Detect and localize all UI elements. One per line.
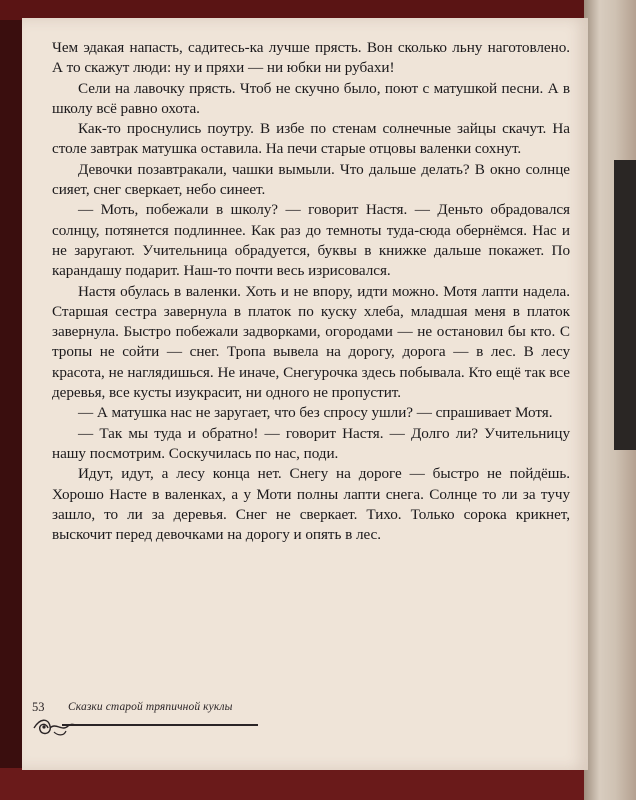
paragraph: — Моть, побежали в школу? — говорит Настя. — Деньто обрадовался солнцу, потянется подлиннее. Как раз до темноты туда-сюда обернёмся. Нас и не заругают. Учительница обрадуется, буквы в книжке дальше покажет. По карандашу подарит. Наш-то почти весь изрисовался. [52,201,570,280]
running-title: Сказки старой тряпичной куклы [68,701,233,713]
page-text [52,38,570,545]
paragraph: Сели на лавочку прясть. Чтоб не скучно было, поют с матушкой песни. А в школу всё равно охота. [52,79,570,117]
paragraph: Чем эдакая напасть, садитесь-ка лучше прясть. Вон сколько льну наготовлено. А то скажут люди: ну и пряхи — ни юбки ни рубахи! [52,39,570,77]
page-number: 53 [32,700,45,714]
footer-rule [62,724,258,726]
paragraph: Девочки позавтракали, чашки вымыли. Что дальше делать? В окно солнце сияет, снег сверкает, небо синеет. [52,160,570,199]
paragraph: Как-то проснулись поутру. В избе по стенам солнечные зайцы скачут. На столе завтрак матушка оставила. На печи старые отцовы валенки сохнут. [52,120,570,158]
ornament-icon [32,716,76,738]
paragraph: Настя обулась в валенки. Хоть и не впору, идти можно. Мотя лапти надела. Старшая сестра завернула в платок по куску хлеба, младшая меня в платок завернула. Быстро побежали задворками, огородами — не остановил бы кто. С тропы не сойти — снег. Тропа вывела на дорогу, дорога — в лес. В лесу красота, не наглядишься. Не иначе, Снегурочка здесь побывала. Кто ещё так все деревья, все кусты изукрасит, ни одного не пропустит. [52,282,570,402]
book-page [22,18,588,770]
paragraph: — Так мы туда и обратно! — говорит Настя. — Долго ли? Учительницу нашу посмотрим. Соскучилась по нас, поди. [52,424,570,462]
paragraph: — А матушка нас не заругает, что без спросу ушли? — спрашивает Мотя. [78,404,553,422]
background-bottom [0,768,636,800]
paragraph: Идут, идут, а лесу конца нет. Снегу на дороге — быстро не пойдёшь. Хорошо Насте в валенках, а у Моти полны лапти снега. Солнце то ли за тучу зашло, то ли за деревья. Снег не сверкает. Тихо. Только сорока крикнет, выскочит перед девочками на дорогу и опять в лес. [52,465,570,544]
spine-shadow-band [614,160,636,450]
background-top [0,0,636,20]
